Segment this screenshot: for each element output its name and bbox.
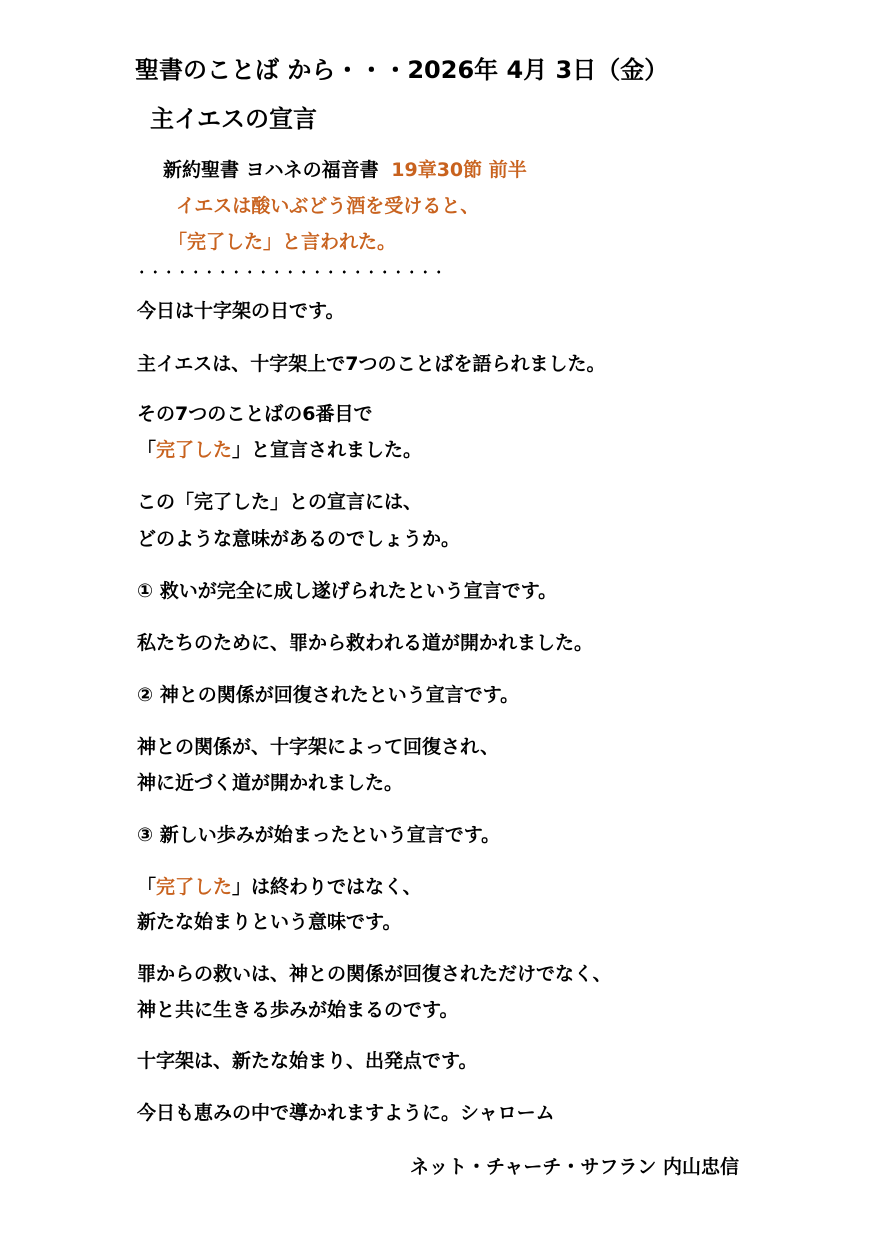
quote-rest: 」は終わりではなく、 bbox=[232, 876, 422, 898]
dotted-divider bbox=[135, 270, 447, 274]
paragraph-6-line1: 神との関係が、十字架によって回復され、 bbox=[137, 736, 500, 758]
page-title: 聖書のことば から・・・2026年 4月 3日（金） bbox=[135, 56, 669, 84]
quote-open: 「 bbox=[137, 876, 157, 898]
scripture-text-line1: イエスは酸いぶどう酒を受けると、 bbox=[176, 195, 480, 217]
highlight-kanryo: 完了した bbox=[156, 876, 233, 898]
paragraph-8-line1: 罪からの救いは、神との関係が回復されただけでなく、 bbox=[137, 963, 612, 985]
scripture-text-line2: 「完了した」と言われた。 bbox=[168, 231, 397, 253]
quote-rest: 」と宣言されました。 bbox=[232, 439, 423, 461]
signature: ネット・チャーチ・サフラン 内山忠信 bbox=[410, 1156, 740, 1178]
paragraph-1: 今日は十字架の日です。 bbox=[137, 300, 345, 322]
scripture-verse-ref: 19章30節 前半 bbox=[391, 159, 527, 181]
paragraph-4-line2: どのような意味があるのでしょうか。 bbox=[137, 528, 461, 550]
paragraph-2: 主イエスは、十字架上で7つのことばを語られました。 bbox=[137, 353, 606, 375]
paragraph-5: 私たちのために、罪から救われる道が開かれました。 bbox=[137, 632, 594, 654]
paragraph-3-line1: その7つのことばの6番目で bbox=[137, 403, 373, 425]
paragraph-7-line1 bbox=[137, 878, 422, 897]
paragraph-9: 十字架は、新たな始まり、出発点です。 bbox=[137, 1050, 478, 1072]
point-2: ② 神との関係が回復されたという宣言です。 bbox=[137, 684, 520, 706]
point-3: ③ 新しい歩みが始まったという宣言です。 bbox=[137, 824, 501, 846]
highlight-kanryo: 完了した bbox=[156, 439, 233, 461]
paragraph-6-line2: 神に近づく道が開かれました。 bbox=[137, 772, 404, 794]
quote-open: 「 bbox=[137, 439, 157, 461]
page-subtitle: 主イエスの宣言 bbox=[150, 105, 318, 133]
paragraph-7-line2: 新たな始まりという意味です。 bbox=[137, 911, 402, 933]
paragraph-10: 今日も恵みの中で導かれますように。シャローム bbox=[137, 1102, 555, 1124]
paragraph-8-line2: 神と共に生きる歩みが始まるのです。 bbox=[137, 999, 459, 1021]
scripture-book: 新約聖書 ヨハネの福音書 bbox=[163, 159, 379, 181]
paragraph-4-line1: この「完了した」との宣言には、 bbox=[137, 491, 423, 513]
paragraph-3-line2 bbox=[137, 441, 422, 460]
point-1: ① 救いが完全に成し遂げられたという宣言です。 bbox=[137, 580, 558, 602]
scripture-reference bbox=[163, 161, 527, 180]
